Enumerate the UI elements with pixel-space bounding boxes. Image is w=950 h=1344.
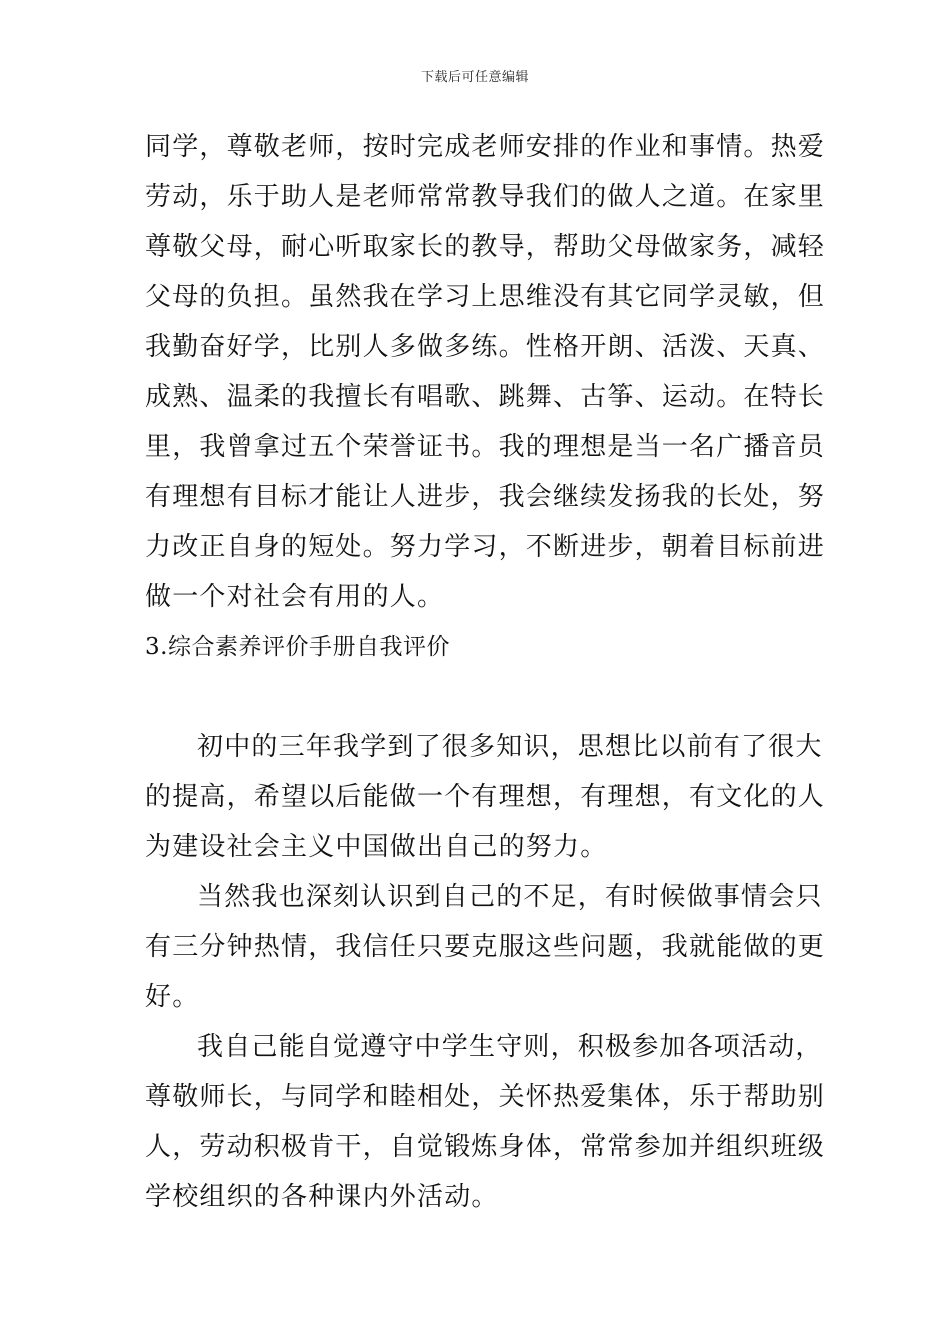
text-line: 我自己能自觉遵守中学生守则，积极参加各项活动， [197,1032,823,1062]
text-line: 当然我也深刻认识到自己的不足，有时候做事情会只 [197,882,823,912]
text-line: 力改正自身的短处。努力学习，不断进步，朝着目标前进 [145,532,826,562]
spacer [145,672,810,722]
text-line: 里，我曾拿过五个荣誉证书。我的理想是当一名广播音员 [145,432,826,462]
paragraph-3 [145,1022,826,1222]
text-line: 人，劳动积极肯干，自觉锻炼身体，常常参加并组织班级 [145,1132,826,1162]
paragraph-1 [145,722,826,872]
text-line: 父母的负担。虽然我在学习上思维没有其它同学灵敏，但 [145,282,826,312]
text-line: 做一个对社会有用的人。 [145,582,445,612]
text-line: 为建设社会主义中国做出自己的努力。 [145,832,608,862]
continued-paragraph [145,122,826,622]
text-line: 有三分钟热情，我信任只要克服这些问题，我就能做的更 [145,932,826,962]
text-line: 好。 [145,982,200,1012]
text-line: 初中的三年我学到了很多知识，思想比以前有了很大 [197,732,823,762]
text-line: 劳动，乐于助人是老师常常教导我们的做人之道。在家里 [145,182,826,212]
text-line: 尊敬师长，与同学和睦相处，关怀热爱集体，乐于帮助别 [145,1082,826,1112]
text-line: 同学，尊敬老师，按时完成老师安排的作业和事情。热爱 [145,132,826,162]
text-line: 的提高，希望以后能做一个有理想，有理想，有文化的人 [145,782,826,812]
document-body [145,122,826,1222]
paragraph-2 [145,872,826,1022]
text-line: 成熟、温柔的我擅长有唱歌、跳舞、古筝、运动。在特长 [145,382,826,412]
text-line: 学校组织的各种课内外活动。 [145,1182,499,1212]
text-line: 我勤奋好学，比别人多做多练。性格开朗、活泼、天真、 [145,332,826,362]
text-line: 有理想有目标才能让人进步，我会继续发扬我的长处，努 [145,482,826,512]
section-title: 3.综合素养评价手册自我评价 [145,634,450,660]
page-header: 下载后可任意编辑 [420,70,529,85]
text-line: 尊敬父母，耐心听取家长的教导，帮助父母做家务，减轻 [145,232,826,262]
